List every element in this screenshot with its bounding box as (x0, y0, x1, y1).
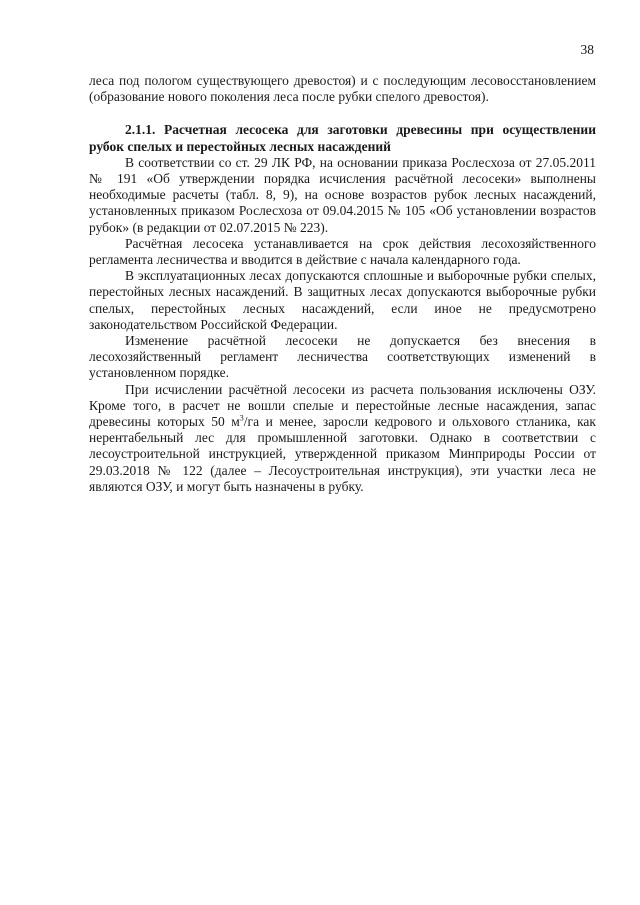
cubic-superscript: 3 (239, 413, 244, 423)
page-number: 38 (580, 42, 594, 57)
intro-paragraph: леса под пологом существующего древостоя) и с последующим лесовосстановлением (образование нового поколения леса после рубки спелого древостоя). (89, 73, 596, 105)
paragraph-validity-period: Расчётная лесосека устанавливается на срок действия лесохозяйственного регламента лесничества и вводится в действие с начала календарного года. (89, 235, 596, 268)
document-body (89, 73, 596, 495)
paragraph-change-procedure: Изменение расчётной лесосеки не допускается без внесения в лесохозяйственный регламент лесничества соответствующих изменений в установленном порядке. (89, 333, 596, 381)
paragraph-legal-basis: В соответствии со ст. 29 ЛК РФ, на основании приказа Рослесхоза от 27.05.2011 № 191 «Об утверждении порядка исчисления расчётной лесосеки» выполнены необходимые расчеты (табл. 8, 9), на основе возрастов рубок лесных насаждений, установленных приказом Рослесхоза от 09.04.2015 № 105 «Об установлении возрастов рубок» (в редакции от 02.07.2015 № 223). (89, 154, 596, 235)
section-heading: 2.1.1. Расчетная лесосека для заготовки древесины при осуществлении рубок спелых и перестойных лесных насаждений (89, 122, 596, 154)
paragraph-exclusions (89, 382, 596, 495)
paragraph-felling-types: В эксплуатационных лесах допускаются сплошные и выборочные рубки спелых, перестойных лесных насаждений. В защитных лесах допускаются выборочные рубки спелых, перестойных лесных насаждений, если иное не предусмотрено законодательством Российской Федерации. (89, 268, 596, 332)
exclusions-text-start: При исчислении расчётной лесосеки из расчета пользования исключены ОЗУ. Кроме того, в расчет не вошли спелые и перестойные лесные насаждения, запас древесины которых 50 м (89, 381, 596, 430)
exclusions-text-end: /га и менее, заросли кедрового и ольхового стланика, как нерентабельный лес для промышленной заготовки. Однако в соответствии с лесоустроительной инструкцией, утвержденной приказом Минприроды России от 29.03.2018 № 122 (далее – Лесоустроительная инструкция), эти участки леса не являются ОЗУ, и могут быть назначены в рубку. (89, 414, 596, 494)
